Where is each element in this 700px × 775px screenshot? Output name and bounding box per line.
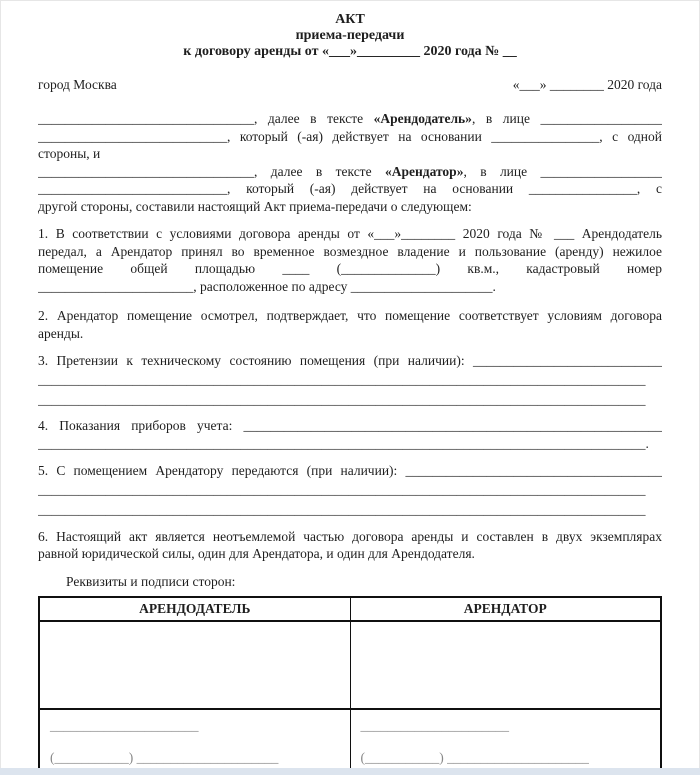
tenant-name-line (38, 163, 662, 181)
tenant-name-signature-blank: ______________________ (360, 718, 509, 733)
tenant-signature-cell (350, 709, 661, 775)
tenant-signature-blank: (___________) _____________________ (360, 750, 589, 765)
landlord-details-cell (39, 621, 350, 709)
tenant-representative-blank-2: ____________________________ (38, 181, 227, 196)
section-4-label-line: 4. Показания приборов учета: ______________________________________________________________ (38, 417, 662, 433)
intro-text: стороны, и (38, 146, 101, 161)
landlord-representative-blank: __________________ (540, 111, 662, 126)
section-4-blank-line: __________________________________________________________________________________________. (38, 436, 649, 451)
section-3-blank-line: __________________________________________________________________________________________ (38, 371, 646, 387)
landlord-basis-blank: ________________ (491, 128, 600, 144)
parties-intro-paragraph (38, 110, 662, 215)
place-and-date-row (38, 76, 662, 93)
intro-text: , с (636, 181, 662, 196)
intro-continuation-line (38, 145, 662, 163)
landlord-name-blank: ________________________________ (38, 111, 254, 126)
page-bottom-edge (0, 768, 700, 775)
section-1-line: _______________________, расположенное по адресу _____________________. (38, 278, 496, 294)
section-5-transferred-items (38, 462, 662, 520)
section-2-line: 2. Арендатор помещение осмотрел, подтверждает, что помещение соответствует условиям договора (38, 308, 662, 323)
section-1-transfer (38, 225, 662, 295)
table-header-row (39, 597, 661, 621)
section-6-line: 6. Настоящий акт является неотъемлемой частью договора аренды и составлен в двух экземплярах (38, 528, 662, 544)
landlord-signature-cell (39, 709, 350, 775)
landlord-name-signature-blank: ______________________ (50, 718, 199, 733)
section-3-blank-line: __________________________________________________________________________________________ (38, 391, 646, 407)
intro-text: , в лице (463, 163, 541, 179)
section-1-line: передал, а Арендатор принял во временное возмездное владение и пользование (аренду) нежилое (38, 243, 662, 259)
section-4-meter-readings (38, 417, 662, 455)
tenant-basis-blank: ________________ (528, 181, 637, 196)
section-3-label-line: 3. Претензии к техническому состоянию помещения (при наличии): ____________________________ (38, 353, 662, 368)
landlord-column-header: АРЕНДОДАТЕЛЬ (39, 597, 350, 621)
landlord-representative-blank-2: ____________________________ (38, 128, 227, 144)
title-line-act: АКТ (335, 12, 365, 27)
table-signature-row (39, 709, 661, 775)
intro-text: , далее в тексте (254, 111, 374, 126)
date-blank: «___» ________ 2020 года (512, 77, 662, 92)
tenant-term: «Арендатор» (384, 163, 464, 179)
document-title-block (38, 12, 662, 60)
tenant-representative-blank: __________________ (540, 163, 662, 179)
section-1-line: помещение общей площадью ____ (______________) кв.м., кадастровый номер (38, 261, 662, 276)
section-5-blank-line: __________________________________________________________________________________________ (38, 501, 646, 517)
table-details-row (39, 621, 661, 709)
requisites-heading: Реквизиты и подписи сторон: (66, 573, 236, 589)
section-2-line: аренды. (38, 325, 84, 341)
section-2-inspection (38, 307, 662, 342)
intro-text: , в лице (471, 111, 541, 126)
landlord-signature-blank: (___________) _____________________ (50, 750, 279, 765)
landlord-term: «Арендодатель» (373, 111, 472, 126)
section-3-claims (38, 352, 662, 410)
section-6-line: равной юридической силы, один для Арендатора, и один для Арендодателя. (38, 546, 475, 561)
intro-closing-line (38, 198, 662, 216)
title-line-contract-ref: к договору аренды от «___»_________ 2020 года № __ (183, 44, 517, 59)
intro-text: другой стороны, составили настоящий Акт приема-передачи о следующем: (38, 198, 472, 214)
landlord-basis-line (38, 128, 662, 146)
title-line-subtitle: приема-передачи (295, 28, 405, 43)
intro-text: , далее в тексте (254, 163, 385, 179)
city-label: город Москва (38, 77, 117, 92)
parties-signature-table (38, 596, 662, 775)
landlord-name-line (38, 110, 662, 128)
section-1-line: 1. В соответствии с условиями договора аренды от «___»________ 2020 года № ___ Арендодатель (38, 226, 662, 241)
section-6-copies (38, 528, 662, 563)
intro-text: , который (-ая) действует на основании (227, 128, 492, 144)
intro-text: , который (-ая) действует на основании (227, 181, 529, 196)
tenant-column-header: АРЕНДАТОР (350, 597, 661, 621)
tenant-basis-line (38, 180, 662, 198)
section-5-label-line: 5. С помещением Арендатору передаются (при наличии): ______________________________________ (38, 463, 662, 478)
section-5-blank-line: __________________________________________________________________________________________ (38, 481, 646, 497)
tenant-name-blank: ________________________________ (38, 163, 254, 179)
intro-text: , с одной (599, 128, 662, 144)
tenant-details-cell (350, 621, 661, 709)
